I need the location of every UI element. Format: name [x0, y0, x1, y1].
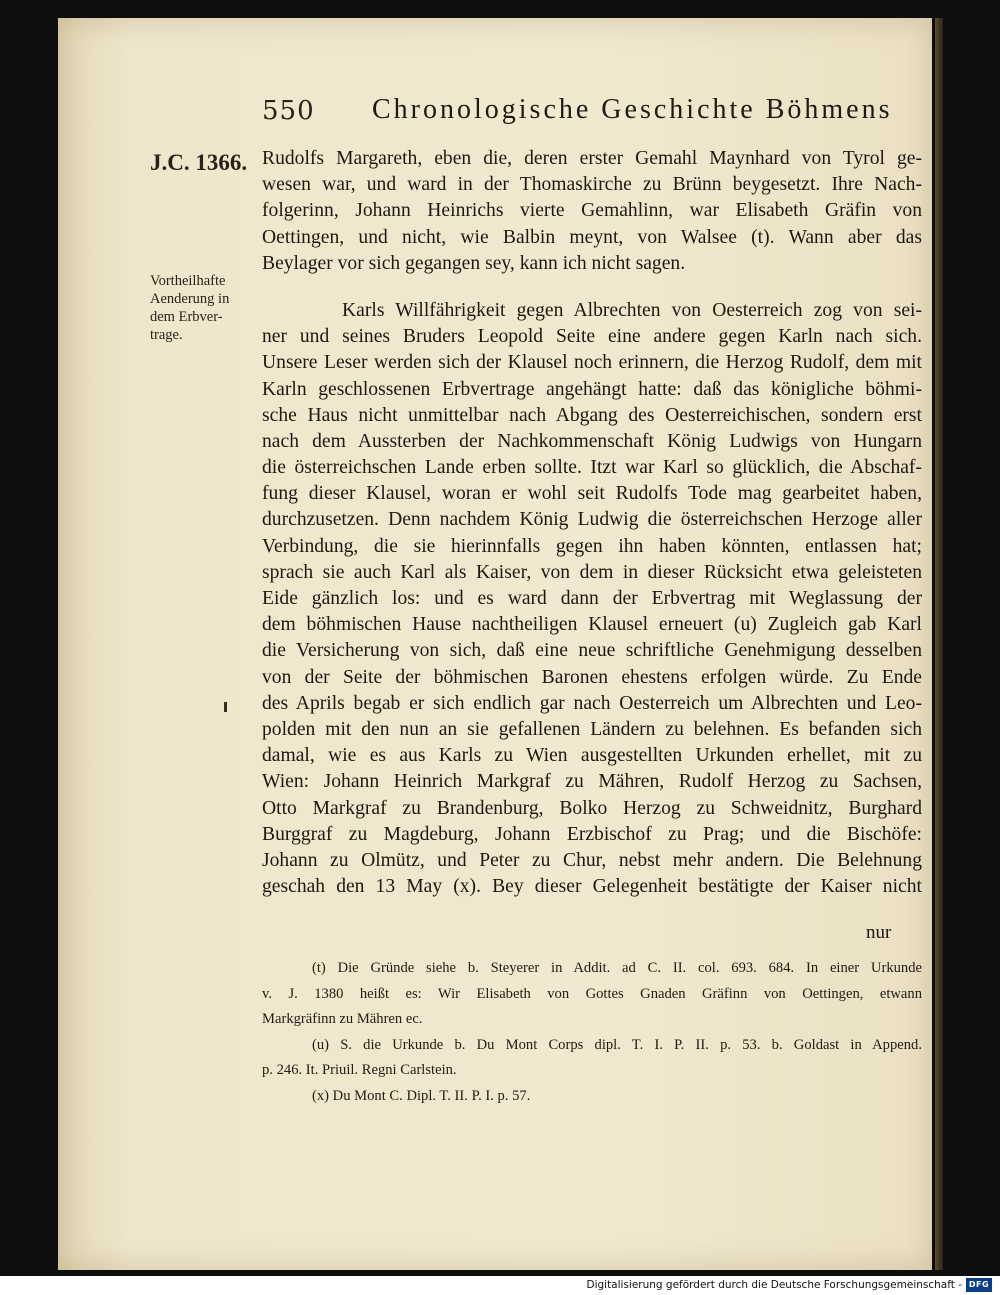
text-line: Oettingen, und nicht, wie Balbin meynt, von Walsee (t). Wann aber das	[262, 226, 922, 248]
text-line: dem böhmischen Hause nachtheiligen Klausel erneuert (u) Zugleich gab Karl	[262, 614, 922, 636]
text-line: Burggraf zu Magdeburg, Johann Erzbischof zu Prag; und die Bischöfe:	[262, 823, 922, 845]
text-line: folgerinn, Johann Heinrichs vierte Gemahlinn, war Elisabeth Gräfin von	[262, 200, 922, 222]
text-line: die österreichschen Lande erben sollte. Itzt war Karl so glücklich, die Abschaf-	[262, 457, 922, 479]
text-line: Otto Markgraf zu Brandenburg, Bolko Herzog zu Schweidnitz, Burghard	[262, 797, 922, 819]
margin-note-line: Aenderung in	[150, 291, 230, 307]
paragraph	[262, 298, 922, 900]
page-number: 550	[262, 96, 315, 126]
margin-note	[150, 272, 262, 344]
text-line: Wien: Johann Heinrich Markgraf zu Mähren, Rudolf Herzog zu Sachsen,	[262, 771, 922, 793]
text-line: Johann zu Olmütz, und Peter zu Chur, nebst mehr andern. Die Belehnung	[262, 849, 922, 871]
footnote-x: (x) Du Mont C. Dipl. T. II. P. I. p. 57.	[312, 1087, 531, 1104]
text-line: ner und seines Bruders Leopold Seite eine andere gegen Karln nach sich.	[262, 326, 922, 348]
text-line: damal, wie es aus Karls zu Wien ausgestellten Urkunden erhellet, mit zu	[262, 745, 922, 767]
body-text	[262, 146, 922, 900]
text-line: Beylager vor sich gegangen sey, kann ich nicht sagen.	[262, 252, 686, 274]
text-line: nach dem Aussterben der Nachkommenschaft König Ludwigs von Hungarn	[262, 430, 922, 452]
paragraph	[262, 146, 922, 277]
footnotes	[262, 956, 922, 1109]
text-line: Karln geschlossenen Erbvertrage angehängt hatte: daß das königliche böhmi-	[262, 378, 922, 400]
catchword: nur	[866, 922, 892, 943]
text-line: polden mit den nun an sie gefallenen Ländern zu belehnen. Es befanden sich	[262, 718, 922, 740]
text-line: wesen war, und ward in der Thomaskirche zu Brünn beygesetzt. Ihre Nach-	[262, 174, 922, 196]
page-header	[262, 92, 893, 132]
book-binding-edge	[935, 18, 943, 1270]
footnote-t: (t) Die Gründe siehe b. Steyerer in Addit. ad C. II. col. 693. 684. In einer Urkunde	[312, 960, 922, 976]
dfg-logo: DFG	[966, 1278, 992, 1292]
text-line: Karls Willfährigkeit gegen Albrechten von Oesterreich zog von sei-	[342, 299, 922, 321]
text-line: des Aprils begab er sich endlich gar nach Oesterreich um Albrechten und Leo-	[262, 692, 922, 714]
footnote-u: p. 246. It. Priuil. Regni Carlstein.	[262, 1062, 457, 1078]
text-line: Rudolfs Margareth, eben die, deren erster Gemahl Maynhard von Tyrol ge-	[262, 148, 922, 169]
text-line: sche Haus nicht unmittelbar nach Abgang des Oesterreichischen, sondern erst	[262, 404, 922, 426]
text-line: Eide gänzlich los: und es ward dann der Erbvertrag mit Weglassung der	[262, 588, 922, 609]
footnote-t: Markgräfinn zu Mähren ec.	[262, 1011, 423, 1027]
text-line: Unsere Leser werden sich der Klausel noch erinnern, die Herzog Rudolf, dem mit	[262, 352, 922, 374]
text-line: Verbindung, die sie hierinnfalls gegen ihn haben könnten, entlassen hat;	[262, 535, 922, 557]
ink-mark	[224, 702, 227, 712]
margin-note-line: dem Erbver-	[150, 309, 223, 325]
text-line: die Versicherung von sich, daß eine neue schriftliche Genehmigung desselben	[262, 640, 922, 662]
footnote-t: v. J. 1380 heißt es: Wir Elisabeth von Gottes Gnaden Gräfinn von Oettingen, etwann	[262, 985, 922, 1002]
text-line: sprach sie auch Karl als Kaiser, von dem in dieser Rücksicht etwa geleisteten	[262, 561, 922, 583]
funding-credit: Digitalisierung gefördert durch die Deutsche Forschungsgemeinschaft -	[586, 1279, 962, 1291]
footnote-u: (u) S. die Urkunde b. Du Mont Corps dipl. T. I. P. II. p. 53. b. Goldast in Append.	[312, 1036, 922, 1053]
text-line: durchzusetzen. Denn nachdem König Ludwig die österreichschen Herzoge aller	[262, 509, 922, 531]
margin-year: J.C. 1366.	[150, 150, 248, 175]
text-line: geschah den 13 May (x). Bey dieser Gelegenheit bestätigte der Kaiser nicht	[262, 876, 922, 898]
margin-note-line: trage.	[150, 327, 183, 343]
margin-note-line: Vortheilhafte	[150, 273, 226, 289]
running-title: Chronologische Geschichte Böhmens	[372, 94, 893, 125]
text-line: von der Seite der böhmischen Baronen ehestens erfolgen würde. Zu Ende	[262, 666, 922, 688]
text-line: fung dieser Klausel, woran er wohl seit Rudolfs Tode mag gearbeitet haben,	[262, 483, 922, 505]
